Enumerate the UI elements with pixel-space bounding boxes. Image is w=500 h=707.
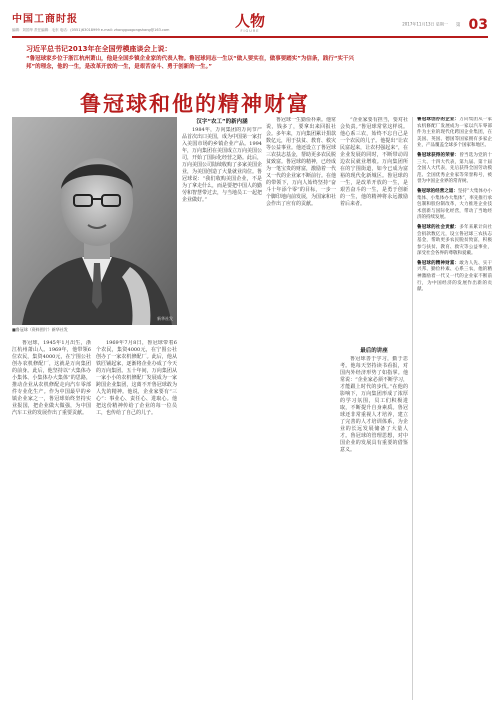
lead-title: 习近平总书记2013年在全国劳模座谈会上说： <box>26 45 172 53</box>
right-sidebar <box>412 117 492 700</box>
masthead-right <box>402 14 488 33</box>
sidebar-item-head: 鲁冠球创办的企业： <box>417 117 460 122</box>
article-column-4: 鲁冠球一生勤俭朴素。他常说，钱多了，要拿出来回报社会。多年来，万向集团累计捐款数亿元，用于扶贫、教育、救灾等公益事业。他还设立了鲁冠球三农扶志基金，帮助更多农民脱贫致富。鲁冠球的精神，已经成为一笔宝贵的财富，激励着一代又一代的企业家不断前行。在他的带领下，万向人始终坚持“奋斗十年添个零”的目标，一步一个脚印地向前发展，为国家和社会作出了应有的贡献。 <box>266 117 336 207</box>
sidebar-item-head: 鲁冠球的经营之道： <box>417 188 458 194</box>
sidebar-item-head: 鲁冠球的精神财富： <box>417 260 460 266</box>
subhead-2: 最后的讲座 <box>360 348 388 354</box>
sidebar-item-body: 多年来累计向社会捐款数亿元，设立鲁冠球三农扶志基金，帮助更多农民脱贫致富，积极参与扶贫、教育、救灾等公益事业，深受社会各界的尊敬和爱戴。 <box>417 224 492 257</box>
masthead <box>12 10 488 38</box>
issue-date: 2017年11月13日 星期一 <box>402 21 448 27</box>
sidebar-item-head: 鲁冠球的社会贡献： <box>417 224 460 230</box>
sidebar-item-body: 敢为人先、实干兴邦、勤俭朴素、心系三农，他的精神激励着一代又一代的企业家不断前行，为中国经济的发展作出新的贡献。 <box>417 260 492 293</box>
article-column-5: “企业家要有担当，要对社会负责。”鲁冠球常常这样说。他心系三农，始终不忘自己是一个农民的儿子。他提出“让农民富起来，让农村强起来”，在企业发展的同时，不断带动周边农民就业增收。万向集团所在的宁围街道，如今已成为富裕的现代化新城区。鲁冠球的一生，是改革开放的一生，是艰苦奋斗的一生，是勇于创新的一生，他的精神将永远激励着后来者。 <box>340 117 408 207</box>
edition-label: 第 <box>455 22 461 28</box>
section-subtitle: FIGURE <box>240 29 260 33</box>
page-number: 03 <box>468 16 488 33</box>
article-column-1: 鲁冠球，1945年1月出生，浙江杭州萧山人。1969年，他带领6位农民，集资4000元，在宁围公社创办农机修配厂，这就是万向集团的前身。此后，他坚持以“大集体办小集体、小集体办大集体”的思路，推动企业从农机修配走向汽车零部件专业化生产。作为中国最早的乡镇企业家之一，鲁冠球始终坚持实业报国，把企业做大做强，为中国汽车工业的发展作出了重要贡献。 <box>12 340 91 416</box>
sidebar-item <box>417 261 492 294</box>
article-column-6: 鲁冠球善于学习，勤于思考。他每天坚持读书看报，对国内外经济形势了如指掌。他常说：“企业家必须不断学习，才能跟上时代的步伐。”在他的影响下，万向集团形成了浓厚的学习氛围，员工们积极进取，不断提升自身素质。鲁冠球还非常重视人才培养，建立了完善的人才培训体系，为企业的长远发展储备了大量人才。鲁冠球的管理思想，对中国企业的发展具有重要的借鉴意义。 <box>340 356 408 453</box>
portrait-photo <box>12 117 177 325</box>
sidebar-item-body: 曾当选为党的十三大、十四大代表，第九届、第十届全国人大代表，先后获得全国劳动模范、全国优秀企业家等荣誉称号，被誉为中国企业界的常青树。 <box>417 152 492 185</box>
sidebar-item <box>417 225 492 258</box>
headline: 鲁冠球和他的精神财富 <box>80 91 310 116</box>
portrait-illustration <box>12 117 177 325</box>
sidebar-item-head: 鲁冠球获得的荣誉： <box>417 152 460 158</box>
sidebar-item-body: 万向集团从一家农机修配厂发展成为一家以汽车零部件为主业的现代化跨国企业集团，在美国、英国、德国等国家拥有多家企业，产品覆盖全球多个国家和地区。 <box>417 117 492 149</box>
subhead-1: 汉字“农工”的新内涵 <box>196 119 248 125</box>
article-column-2: 1969年7月8日，鲁冠球带着6个农民，集资4000元，在宁围公社创办了一家农机修配厂。此后，他从铁匠铺起家，逐渐将企业办成了今天的万向集团。五十年间，万向集团从一家小小的农机修配厂发展成为一家跨国企业集团，这离不开鲁冠球敢为人先的精神。他说，企业家要有“三心”：事业心、责任心、进取心。他把这份精神传给了企业的每一位员工，也传给了自己的儿子。 <box>96 340 177 416</box>
lead-quote: “鲁冠球家乡位于浙江杭州萧山，他是全国乡镇企业家的代表人物。鲁冠球同志一生以“做人要实在，做事要踏实”为信条，践行“实干兴邦”的理念，他的一生，是改革开放的一生，是艰苦奋斗、勇于创新的一生。” <box>26 56 354 70</box>
sidebar-item <box>417 189 492 222</box>
sidebar-item-body: 坚持“大集体办小集体、小集体办大集体”，率先推行承包制和股份制改革，大力推进企业技术创新与国际化经营，带动了当地经济的持续发展。 <box>417 188 492 221</box>
sidebar-item <box>417 153 492 186</box>
section-name: 人物 <box>234 12 265 30</box>
sidebar-item <box>417 117 492 150</box>
article-column-3: 1984年，万向集团的万向节产品首次出口美国，成为中国第一家打入美国市场的乡镇企业产品。1994年，万向集团在美国成立万向美国公司，开始了国际化经营之路。此后，万向美国公司陆续收购了多家美国企业，为美国创造了大量就业岗位。鲁冠球说：“我们收购美国企业，不是为了拿走什么，而是要把中国人的勤劳和智慧带过去，与当地员工一起把企业做好。” <box>182 127 262 203</box>
paper-name: 中国工商时报 <box>12 14 78 25</box>
masthead-sub-info: 编辑：刘国华 责任编辑：毛东 电话：(0551)63018999 e-mail: zhongguogongshang@163.com <box>12 28 170 32</box>
photo-caption: ■鲁冠球（资料图片）新华社发 <box>12 327 68 332</box>
photo-credit: 新华社发 <box>157 316 173 321</box>
